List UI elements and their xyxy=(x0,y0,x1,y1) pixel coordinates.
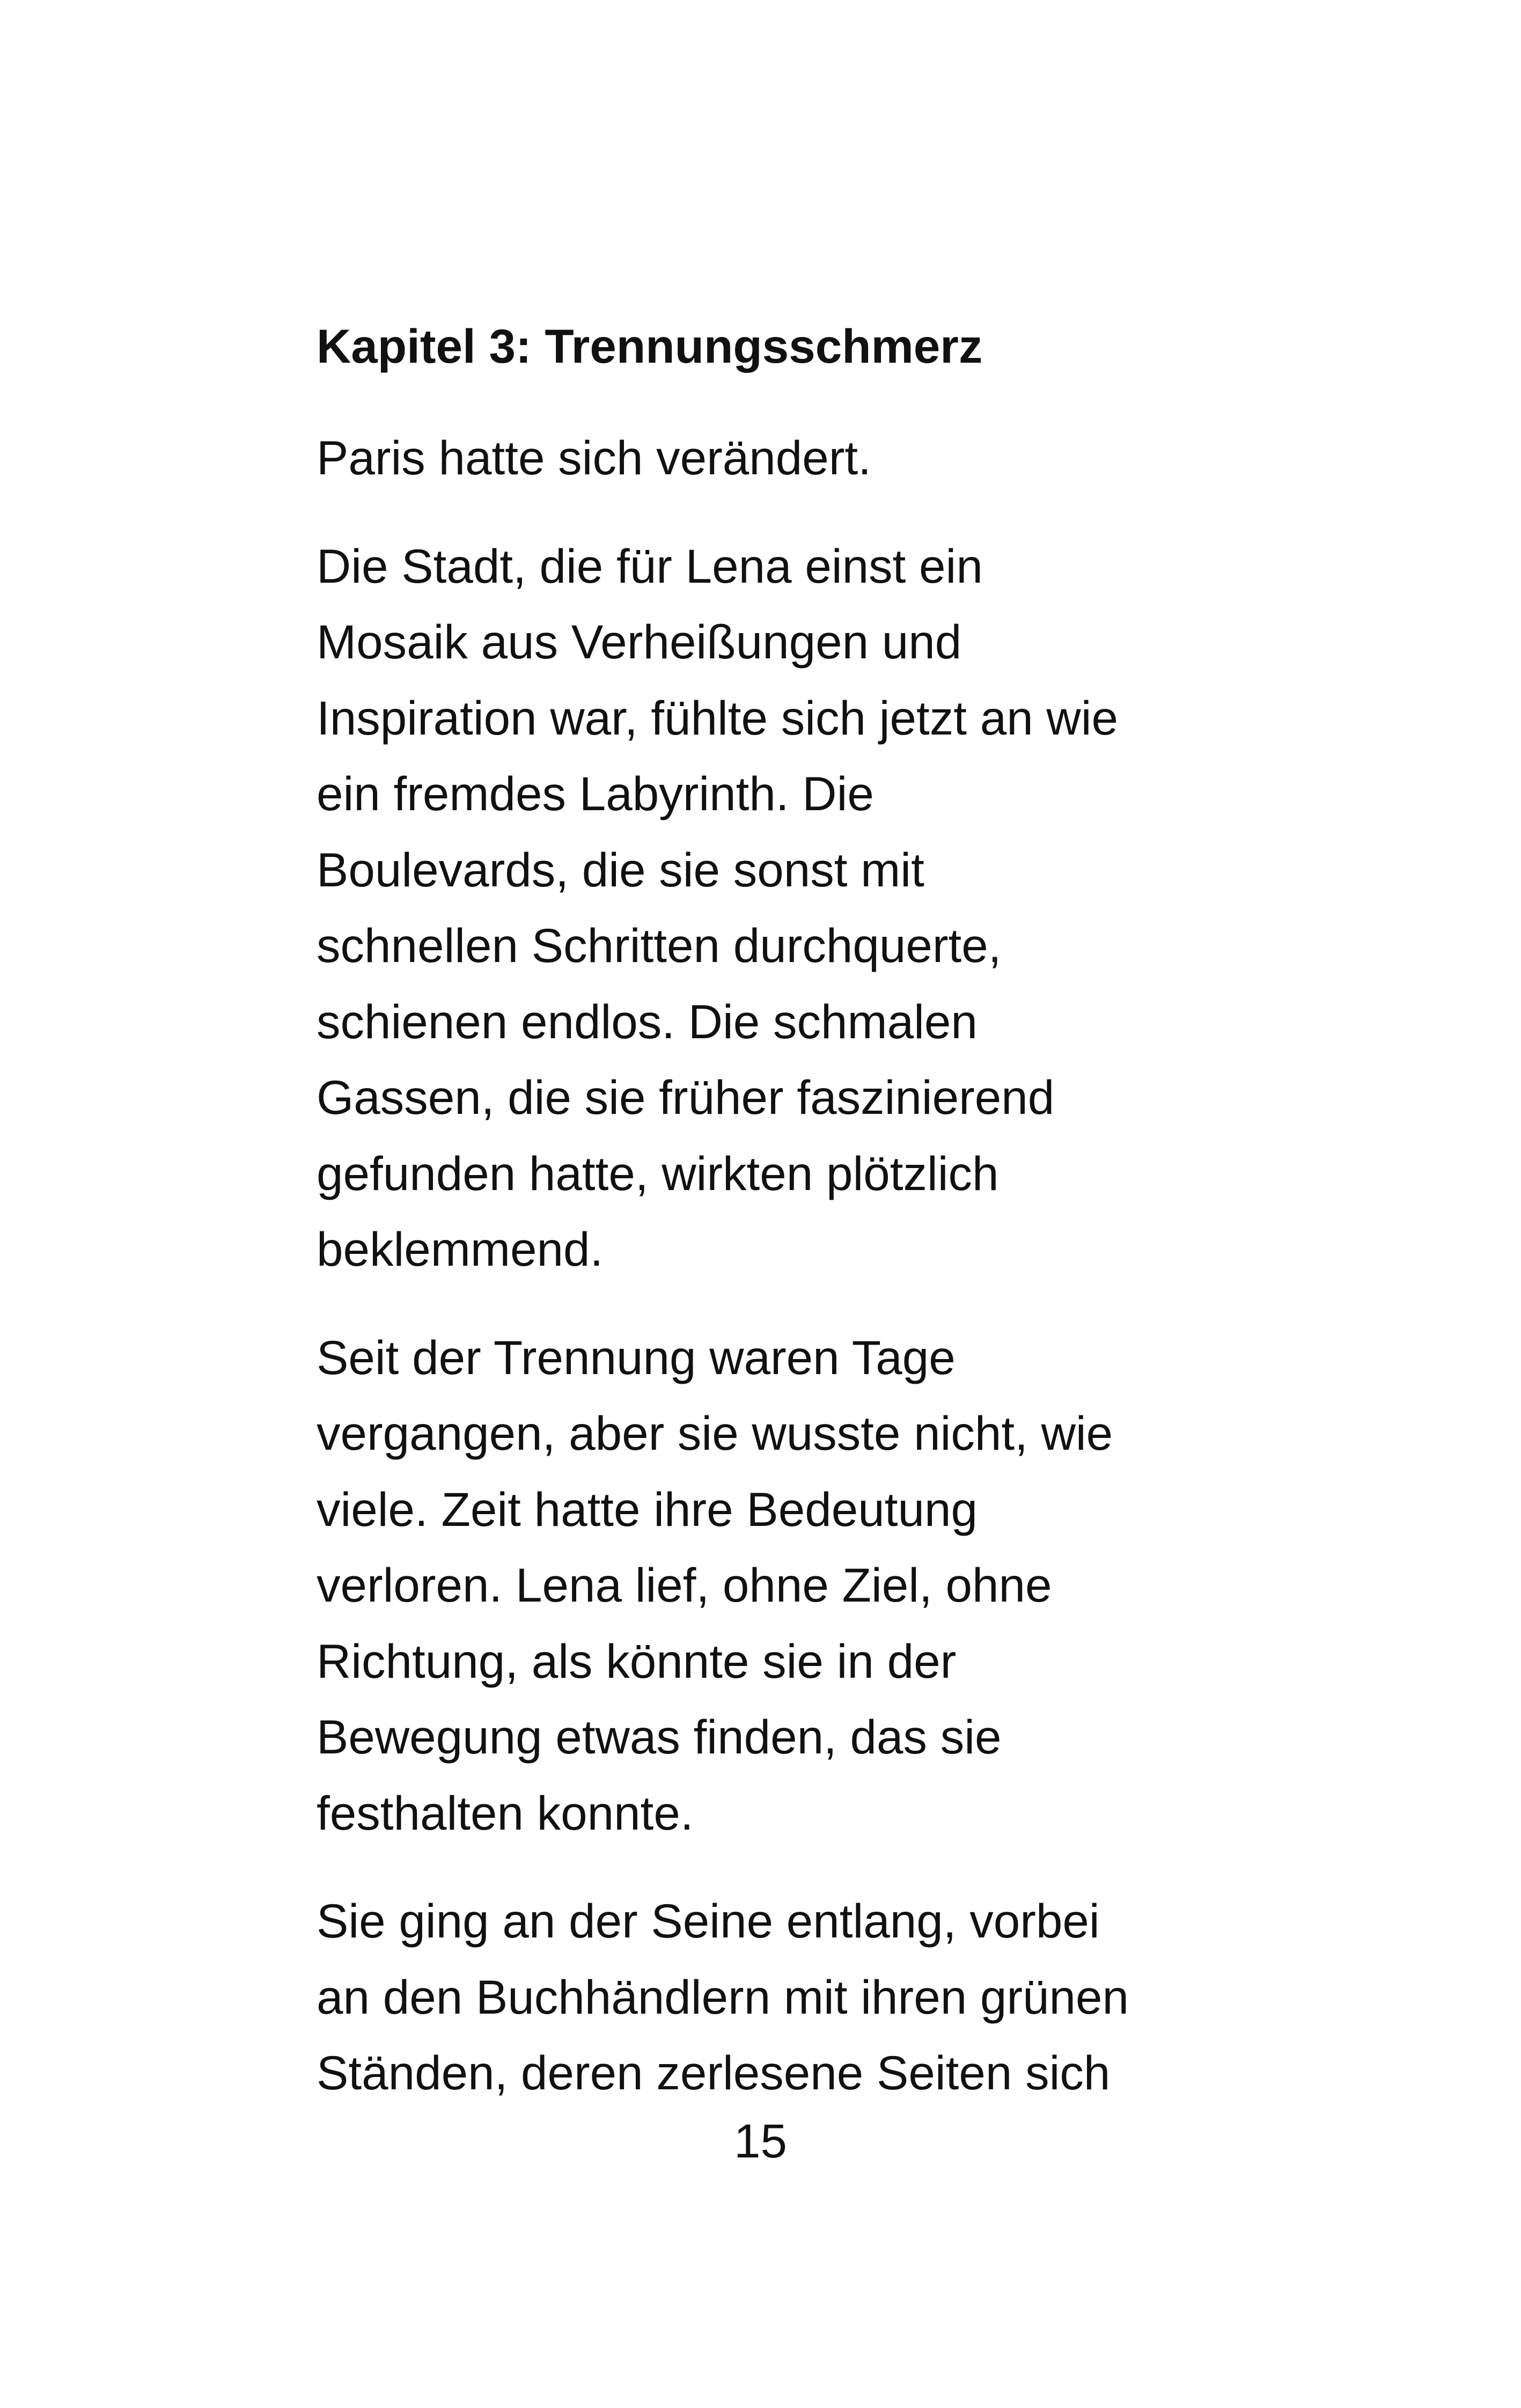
text-line: verloren. Lena lief, ohne Ziel, ohne xyxy=(317,1558,1052,1612)
paragraph xyxy=(317,1883,1207,2111)
paragraph xyxy=(317,1320,1207,1852)
text-line: Boulevards, die sie sonst mit xyxy=(317,842,924,897)
text-line: Gassen, die sie früher faszinierend xyxy=(317,1070,1055,1124)
text-line: ein fremdes Labyrinth. Die xyxy=(317,767,874,820)
text-line: Sie ging an der Seine entlang, vorbei xyxy=(317,1894,1100,1948)
text-line: viele. Zeit hatte ihre Bedeutung xyxy=(317,1482,978,1536)
text-line: Paris hatte sich verändert. xyxy=(317,431,871,484)
text-line: Die Stadt, die für Lena einst ein xyxy=(317,539,983,593)
text-line: beklemmend. xyxy=(317,1222,604,1276)
text-line: schienen endlos. Die schmalen xyxy=(317,994,978,1048)
text-line: vergangen, aber sie wusste nicht, wie xyxy=(317,1406,1113,1460)
text-line: Seit der Trennung waren Tage xyxy=(317,1330,956,1384)
text-line: Mosaik aus Verheißungen und xyxy=(317,615,962,669)
text-line: Ständen, deren zerlesene Seiten sich xyxy=(317,2046,1111,2099)
page-number: 15 xyxy=(734,2114,787,2168)
text-line: Richtung, als könnte sie in der xyxy=(317,1634,957,1688)
text-line: Bewegung etwas finden, das sie xyxy=(317,1710,1002,1764)
page-content xyxy=(317,314,1207,2143)
paragraph xyxy=(317,420,1207,496)
text-line: Inspiration war, fühlte sich jetzt an wie xyxy=(317,691,1118,745)
text-line: schnellen Schritten durchquerte, xyxy=(317,919,1002,972)
text-line: festhalten konnte. xyxy=(317,1786,694,1840)
text-line: an den Buchhändlern mit ihren grünen xyxy=(317,1970,1129,2024)
chapter-title: Kapitel 3: Trennungsschmerz xyxy=(317,319,983,373)
paragraph xyxy=(317,528,1207,1288)
text-line: gefunden hatte, wirkten plötzlich xyxy=(317,1146,999,1200)
